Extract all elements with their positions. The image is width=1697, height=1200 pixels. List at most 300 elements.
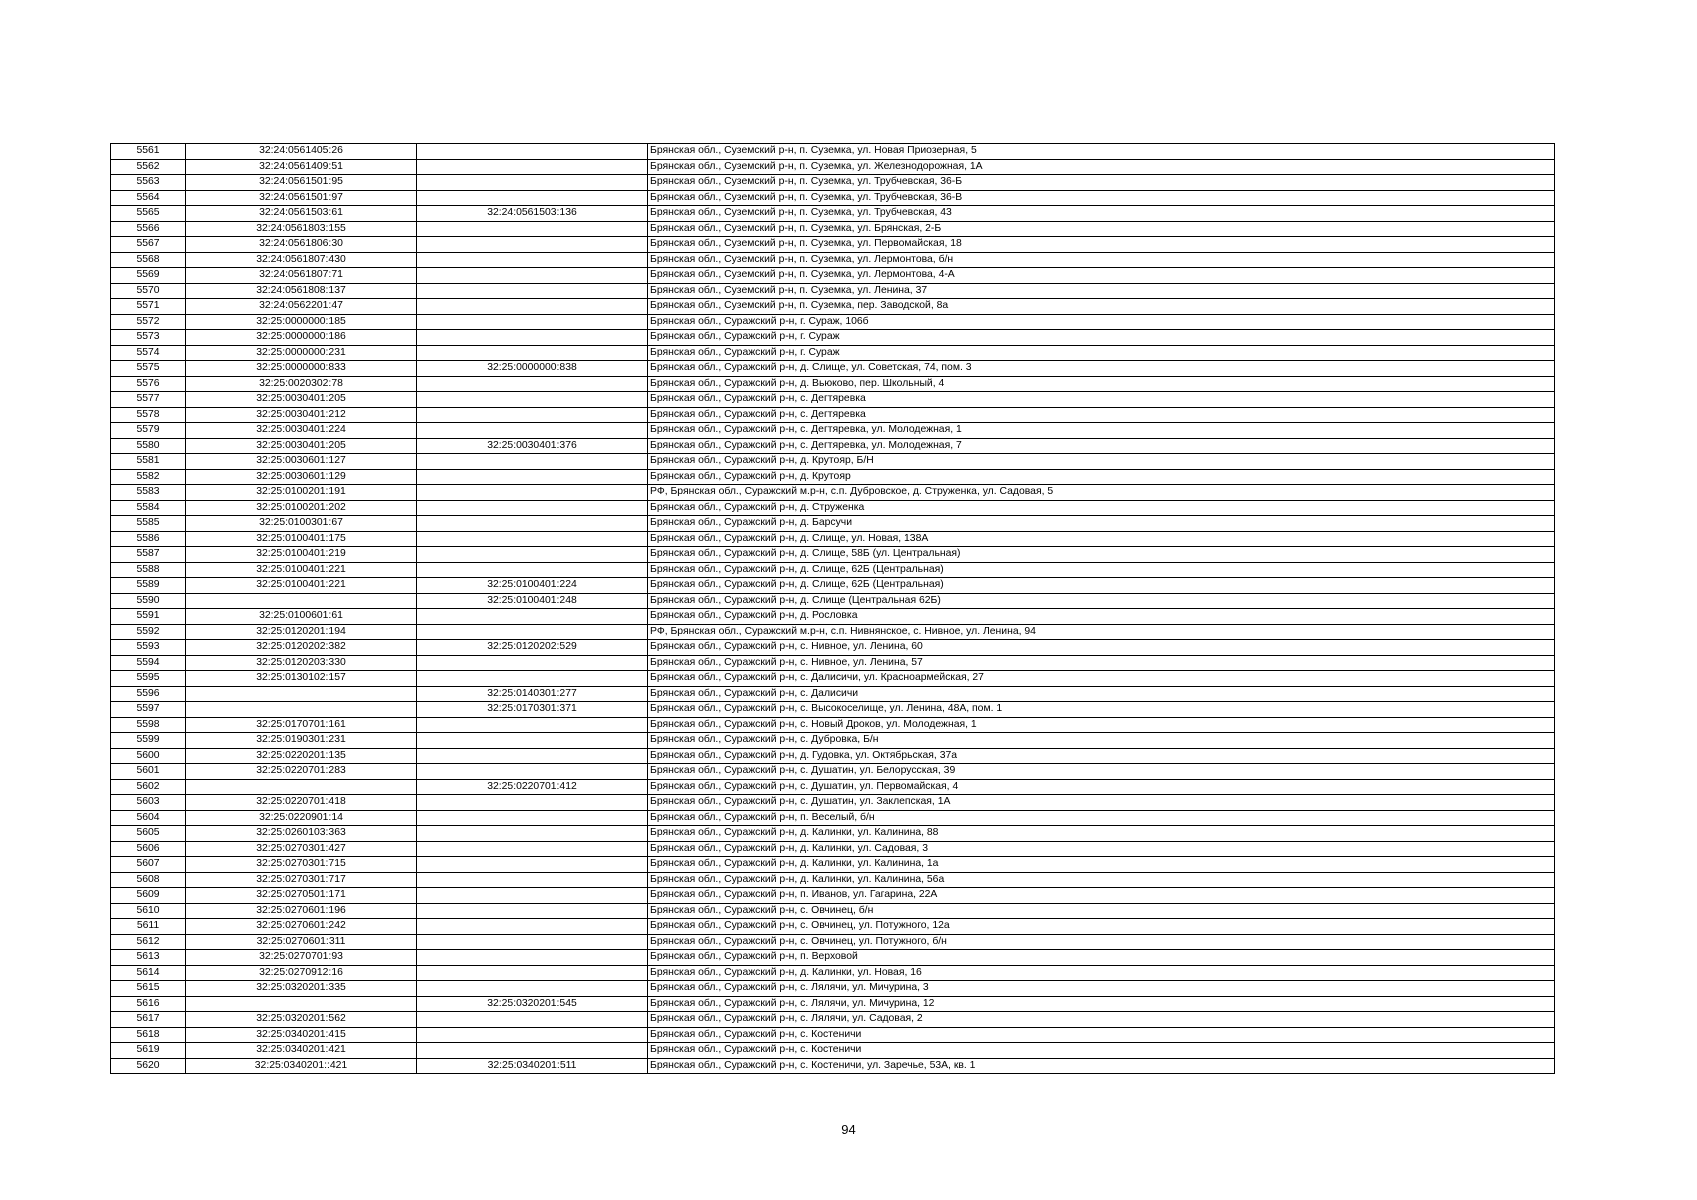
row-number-cell: 5582: [111, 469, 186, 485]
row-number-cell: 5575: [111, 361, 186, 377]
cadastral-number-cell: 32:25:0270701:93: [186, 950, 417, 966]
address-cell: Брянская обл., Суражский р-н, д. Калинки, ул. Новая, 16: [648, 965, 1555, 981]
cadastral-number-cell: 32:25:0270912:16: [186, 965, 417, 981]
row-number-cell: 5596: [111, 686, 186, 702]
registry-table: [110, 143, 1555, 1074]
linked-cadastral-number-cell: 32:25:0120202:529: [417, 640, 648, 656]
row-number-cell: 5592: [111, 624, 186, 640]
row-number-cell: 5606: [111, 841, 186, 857]
table-row: [111, 438, 1555, 454]
linked-cadastral-number-cell: [417, 423, 648, 439]
address-cell: Брянская обл., Суражский р-н, с. Душатин, ул. Белорусская, 39: [648, 764, 1555, 780]
row-number-cell: 5576: [111, 376, 186, 392]
row-number-cell: 5600: [111, 748, 186, 764]
row-number-cell: 5569: [111, 268, 186, 284]
table-row: [111, 190, 1555, 206]
linked-cadastral-number-cell: [417, 469, 648, 485]
row-number-cell: 5614: [111, 965, 186, 981]
row-number-cell: 5568: [111, 252, 186, 268]
address-cell: Брянская обл., Суземский р-н, п. Суземка, пер. Заводской, 8а: [648, 299, 1555, 315]
table-row: [111, 299, 1555, 315]
linked-cadastral-number-cell: 32:25:0320201:545: [417, 996, 648, 1012]
table-row: [111, 392, 1555, 408]
cadastral-number-cell: 32:25:0190301:231: [186, 733, 417, 749]
row-number-cell: 5617: [111, 1012, 186, 1028]
table-row: [111, 903, 1555, 919]
table-row: [111, 500, 1555, 516]
cadastral-number-cell: 32:25:0030401:205: [186, 392, 417, 408]
row-number-cell: 5587: [111, 547, 186, 563]
table-row: [111, 733, 1555, 749]
cadastral-number-cell: 32:25:0270301:427: [186, 841, 417, 857]
table-row: [111, 1043, 1555, 1059]
row-number-cell: 5563: [111, 175, 186, 191]
cadastral-number-cell: 32:24:0561409:51: [186, 159, 417, 175]
row-number-cell: 5567: [111, 237, 186, 253]
linked-cadastral-number-cell: [417, 826, 648, 842]
linked-cadastral-number-cell: [417, 516, 648, 532]
address-cell: Брянская обл., Суражский р-н, д. Гудовка, ул. Октябрьская, 37а: [648, 748, 1555, 764]
linked-cadastral-number-cell: [417, 934, 648, 950]
table-row: [111, 655, 1555, 671]
cadastral-number-cell: 32:25:0000000:186: [186, 330, 417, 346]
table-row: [111, 144, 1555, 160]
table-row: [111, 795, 1555, 811]
table-row: [111, 376, 1555, 392]
row-number-cell: 5577: [111, 392, 186, 408]
row-number-cell: 5578: [111, 407, 186, 423]
table-row: [111, 717, 1555, 733]
row-number-cell: 5611: [111, 919, 186, 935]
cadastral-number-cell: 32:25:0220201:135: [186, 748, 417, 764]
address-cell: Брянская обл., Суражский р-н, г. Сураж: [648, 330, 1555, 346]
row-number-cell: 5566: [111, 221, 186, 237]
table-row: [111, 888, 1555, 904]
linked-cadastral-number-cell: [417, 810, 648, 826]
address-cell: Брянская обл., Суражский р-н, с. Овчинец, ул. Потужного, 12а: [648, 919, 1555, 935]
table-row: [111, 268, 1555, 284]
cadastral-number-cell: 32:25:0270601:242: [186, 919, 417, 935]
table-row: [111, 810, 1555, 826]
table-row: [111, 609, 1555, 625]
address-cell: Брянская обл., Суражский р-н, с. Далисичи, ул. Красноармейская, 27: [648, 671, 1555, 687]
row-number-cell: 5613: [111, 950, 186, 966]
linked-cadastral-number-cell: [417, 330, 648, 346]
address-cell: Брянская обл., Суражский р-н, с. Высокоселище, ул. Ленина, 48А, пом. 1: [648, 702, 1555, 718]
linked-cadastral-number-cell: 32:25:0140301:277: [417, 686, 648, 702]
linked-cadastral-number-cell: [417, 268, 648, 284]
cadastral-number-cell: 32:25:0030601:127: [186, 454, 417, 470]
table-row: [111, 934, 1555, 950]
row-number-cell: 5564: [111, 190, 186, 206]
linked-cadastral-number-cell: [417, 376, 648, 392]
address-cell: Брянская обл., Суражский р-н, д. Вьюково, пер. Школьный, 4: [648, 376, 1555, 392]
linked-cadastral-number-cell: [417, 562, 648, 578]
address-cell: Брянская обл., Суземский р-н, п. Суземка, ул. Лермонтова, 4-А: [648, 268, 1555, 284]
address-cell: Брянская обл., Суражский р-н, п. Верховой: [648, 950, 1555, 966]
linked-cadastral-number-cell: [417, 454, 648, 470]
cadastral-number-cell: 32:25:0340201::421: [186, 1058, 417, 1074]
table-row: [111, 454, 1555, 470]
cadastral-number-cell: 32:25:0270601:311: [186, 934, 417, 950]
address-cell: Брянская обл., Суражский р-н, с. Далисичи: [648, 686, 1555, 702]
table-row: [111, 345, 1555, 361]
linked-cadastral-number-cell: [417, 903, 648, 919]
row-number-cell: 5602: [111, 779, 186, 795]
linked-cadastral-number-cell: [417, 314, 648, 330]
cadastral-number-cell: [186, 996, 417, 1012]
cadastral-number-cell: 32:25:0030401:205: [186, 438, 417, 454]
linked-cadastral-number-cell: [417, 841, 648, 857]
linked-cadastral-number-cell: 32:25:0030401:376: [417, 438, 648, 454]
cadastral-number-cell: 32:25:0030601:129: [186, 469, 417, 485]
cadastral-number-cell: 32:24:0561807:430: [186, 252, 417, 268]
row-number-cell: 5610: [111, 903, 186, 919]
linked-cadastral-number-cell: 32:25:0340201:511: [417, 1058, 648, 1074]
address-cell: Брянская обл., Суражский р-н, с. Нивное, ул. Ленина, 57: [648, 655, 1555, 671]
row-number-cell: 5583: [111, 485, 186, 501]
linked-cadastral-number-cell: [417, 252, 648, 268]
table-row: [111, 330, 1555, 346]
table-row: [111, 624, 1555, 640]
table-row: [111, 671, 1555, 687]
table-row: [111, 206, 1555, 222]
linked-cadastral-number-cell: [417, 547, 648, 563]
cadastral-number-cell: 32:24:0561501:97: [186, 190, 417, 206]
table-row: [111, 702, 1555, 718]
address-cell: Брянская обл., Суземский р-н, п. Суземка, ул. Ленина, 37: [648, 283, 1555, 299]
linked-cadastral-number-cell: [417, 299, 648, 315]
address-cell: Брянская обл., Суражский р-н, д. Слище, 62Б (Центральная): [648, 562, 1555, 578]
address-cell: РФ, Брянская обл., Суражский м.р-н, с.п. Нивнянское, с. Нивное, ул. Ленина, 94: [648, 624, 1555, 640]
linked-cadastral-number-cell: [417, 919, 648, 935]
cadastral-number-cell: 32:25:0270301:717: [186, 872, 417, 888]
address-cell: Брянская обл., Суражский р-н, с. Нивное, ул. Ленина, 60: [648, 640, 1555, 656]
row-number-cell: 5571: [111, 299, 186, 315]
table-row: [111, 686, 1555, 702]
address-cell: Брянская обл., Суражский р-н, с. Костеничи: [648, 1027, 1555, 1043]
linked-cadastral-number-cell: [417, 888, 648, 904]
row-number-cell: 5597: [111, 702, 186, 718]
address-cell: Брянская обл., Суражский р-н, д. Рословка: [648, 609, 1555, 625]
address-cell: Брянская обл., Суражский р-н, с. Дегтяревка: [648, 392, 1555, 408]
table-row: [111, 562, 1555, 578]
address-cell: Брянская обл., Суражский р-н, д. Слище, ул. Советская, 74, пом. 3: [648, 361, 1555, 377]
linked-cadastral-number-cell: 32:25:0170301:371: [417, 702, 648, 718]
table-row: [111, 407, 1555, 423]
cadastral-number-cell: 32:25:0120203:330: [186, 655, 417, 671]
table-row: [111, 996, 1555, 1012]
row-number-cell: 5586: [111, 531, 186, 547]
table-row: [111, 764, 1555, 780]
linked-cadastral-number-cell: [417, 392, 648, 408]
linked-cadastral-number-cell: [417, 221, 648, 237]
table-row: [111, 361, 1555, 377]
cadastral-number-cell: 32:25:0340201:415: [186, 1027, 417, 1043]
address-cell: Брянская обл., Суражский р-н, с. Костеничи, ул. Заречье, 53А, кв. 1: [648, 1058, 1555, 1074]
row-number-cell: 5604: [111, 810, 186, 826]
address-cell: Брянская обл., Суражский р-н, с. Дубровка, Б/н: [648, 733, 1555, 749]
linked-cadastral-number-cell: [417, 748, 648, 764]
address-cell: Брянская обл., Суземский р-н, п. Суземка, ул. Трубчевская, 36-В: [648, 190, 1555, 206]
address-cell: Брянская обл., Суземский р-н, п. Суземка, ул. Железнодорожная, 1А: [648, 159, 1555, 175]
cadastral-number-cell: 32:25:0170701:161: [186, 717, 417, 733]
address-cell: Брянская обл., Суражский р-н, с. Дегтяревка, ул. Молодежная, 7: [648, 438, 1555, 454]
cadastral-number-cell: 32:24:0561807:71: [186, 268, 417, 284]
linked-cadastral-number-cell: [417, 965, 648, 981]
linked-cadastral-number-cell: 32:25:0100401:224: [417, 578, 648, 594]
row-number-cell: 5605: [111, 826, 186, 842]
cadastral-number-cell: 32:24:0561806:30: [186, 237, 417, 253]
table-row: [111, 841, 1555, 857]
row-number-cell: 5619: [111, 1043, 186, 1059]
linked-cadastral-number-cell: [417, 624, 648, 640]
table-row: [111, 237, 1555, 253]
row-number-cell: 5618: [111, 1027, 186, 1043]
linked-cadastral-number-cell: 32:24:0561503:136: [417, 206, 648, 222]
row-number-cell: 5608: [111, 872, 186, 888]
row-number-cell: 5593: [111, 640, 186, 656]
address-cell: Брянская обл., Суражский р-н, д. Слище (Центральная 62Б): [648, 593, 1555, 609]
cadastral-number-cell: [186, 779, 417, 795]
table-row: [111, 485, 1555, 501]
cadastral-number-cell: 32:25:0100201:202: [186, 500, 417, 516]
cadastral-number-cell: 32:25:0220701:283: [186, 764, 417, 780]
table-row: [111, 221, 1555, 237]
address-cell: Брянская обл., Суражский р-н, д. Калинки, ул. Калинина, 56а: [648, 872, 1555, 888]
cadastral-number-cell: 32:25:0320201:335: [186, 981, 417, 997]
table-row: [111, 314, 1555, 330]
row-number-cell: 5603: [111, 795, 186, 811]
cadastral-number-cell: 32:25:0030401:212: [186, 407, 417, 423]
table-row: [111, 857, 1555, 873]
row-number-cell: 5595: [111, 671, 186, 687]
cadastral-number-cell: 32:25:0030401:224: [186, 423, 417, 439]
cadastral-number-cell: 32:25:0260103:363: [186, 826, 417, 842]
row-number-cell: 5581: [111, 454, 186, 470]
address-cell: Брянская обл., Суражский р-н, д. Крутояр: [648, 469, 1555, 485]
linked-cadastral-number-cell: [417, 1012, 648, 1028]
row-number-cell: 5601: [111, 764, 186, 780]
registry-table-body: [111, 144, 1555, 1074]
address-cell: Брянская обл., Суражский р-н, с. Костеничи: [648, 1043, 1555, 1059]
linked-cadastral-number-cell: [417, 144, 648, 160]
address-cell: РФ, Брянская обл., Суражский м.р-н, с.п. Дубровское, д. Струженка, ул. Садовая, 5: [648, 485, 1555, 501]
row-number-cell: 5588: [111, 562, 186, 578]
linked-cadastral-number-cell: [417, 717, 648, 733]
cadastral-number-cell: 32:25:0000000:185: [186, 314, 417, 330]
address-cell: Брянская обл., Суражский р-н, с. Лялячи, ул. Мичурина, 3: [648, 981, 1555, 997]
address-cell: Брянская обл., Суражский р-н, с. Душатин, ул. Заклепская, 1А: [648, 795, 1555, 811]
linked-cadastral-number-cell: [417, 190, 648, 206]
address-cell: Брянская обл., Суражский р-н, г. Сураж: [648, 345, 1555, 361]
page-number: 94: [841, 1122, 856, 1137]
cadastral-number-cell: [186, 686, 417, 702]
cadastral-number-cell: 32:25:0100301:67: [186, 516, 417, 532]
address-cell: Брянская обл., Суражский р-н, д. Барсучи: [648, 516, 1555, 532]
row-number-cell: 5609: [111, 888, 186, 904]
table-row: [111, 159, 1555, 175]
row-number-cell: 5599: [111, 733, 186, 749]
cadastral-number-cell: 32:25:0270301:715: [186, 857, 417, 873]
linked-cadastral-number-cell: [417, 671, 648, 687]
address-cell: Брянская обл., Суземский р-н, п. Суземка, ул. Трубчевская, 43: [648, 206, 1555, 222]
row-number-cell: 5570: [111, 283, 186, 299]
table-row: [111, 593, 1555, 609]
address-cell: Брянская обл., Суземский р-н, п. Суземка, ул. Первомайская, 18: [648, 237, 1555, 253]
cadastral-number-cell: [186, 593, 417, 609]
table-row: [111, 516, 1555, 532]
linked-cadastral-number-cell: 32:25:0100401:248: [417, 593, 648, 609]
cadastral-number-cell: 32:24:0561405:26: [186, 144, 417, 160]
address-cell: Брянская обл., Суражский р-н, г. Сураж, 106б: [648, 314, 1555, 330]
table-row: [111, 779, 1555, 795]
table-row: [111, 872, 1555, 888]
row-number-cell: 5585: [111, 516, 186, 532]
cadastral-number-cell: 32:25:0270501:171: [186, 888, 417, 904]
cadastral-number-cell: 32:24:0562201:47: [186, 299, 417, 315]
cadastral-number-cell: 32:25:0020302:78: [186, 376, 417, 392]
table-row: [111, 1058, 1555, 1074]
cadastral-number-cell: 32:25:0100201:191: [186, 485, 417, 501]
address-cell: Брянская обл., Суражский р-н, с. Новый Дроков, ул. Молодежная, 1: [648, 717, 1555, 733]
cadastral-number-cell: 32:25:0000000:833: [186, 361, 417, 377]
linked-cadastral-number-cell: [417, 485, 648, 501]
linked-cadastral-number-cell: [417, 407, 648, 423]
linked-cadastral-number-cell: [417, 175, 648, 191]
row-number-cell: 5591: [111, 609, 186, 625]
cadastral-number-cell: 32:25:0100601:61: [186, 609, 417, 625]
linked-cadastral-number-cell: [417, 764, 648, 780]
linked-cadastral-number-cell: 32:25:0000000:838: [417, 361, 648, 377]
cadastral-number-cell: 32:25:0100401:221: [186, 578, 417, 594]
linked-cadastral-number-cell: [417, 345, 648, 361]
linked-cadastral-number-cell: [417, 237, 648, 253]
address-cell: Брянская обл., Суражский р-н, п. Веселый, б/н: [648, 810, 1555, 826]
address-cell: Брянская обл., Суражский р-н, д. Калинки, ул. Садовая, 3: [648, 841, 1555, 857]
cadastral-number-cell: 32:24:0561803:155: [186, 221, 417, 237]
address-cell: Брянская обл., Суражский р-н, с. Лялячи, ул. Садовая, 2: [648, 1012, 1555, 1028]
table-row: [111, 826, 1555, 842]
cadastral-number-cell: 32:24:0561503:61: [186, 206, 417, 222]
cadastral-number-cell: 32:25:0100401:219: [186, 547, 417, 563]
table-row: [111, 531, 1555, 547]
linked-cadastral-number-cell: [417, 1043, 648, 1059]
table-row: [111, 252, 1555, 268]
cadastral-number-cell: 32:25:0220901:14: [186, 810, 417, 826]
table-row: [111, 578, 1555, 594]
table-row: [111, 547, 1555, 563]
table-row: [111, 469, 1555, 485]
table-row: [111, 919, 1555, 935]
row-number-cell: 5616: [111, 996, 186, 1012]
row-number-cell: 5561: [111, 144, 186, 160]
address-cell: Брянская обл., Суражский р-н, п. Иванов, ул. Гагарина, 22А: [648, 888, 1555, 904]
linked-cadastral-number-cell: [417, 531, 648, 547]
cadastral-number-cell: 32:25:0000000:231: [186, 345, 417, 361]
cadastral-number-cell: 32:24:0561808:137: [186, 283, 417, 299]
row-number-cell: 5584: [111, 500, 186, 516]
cadastral-number-cell: 32:25:0120201:194: [186, 624, 417, 640]
linked-cadastral-number-cell: [417, 609, 648, 625]
row-number-cell: 5589: [111, 578, 186, 594]
address-cell: Брянская обл., Суражский р-н, д. Струженка: [648, 500, 1555, 516]
cadastral-number-cell: 32:25:0340201:421: [186, 1043, 417, 1059]
table-row: [111, 283, 1555, 299]
row-number-cell: 5579: [111, 423, 186, 439]
linked-cadastral-number-cell: [417, 795, 648, 811]
linked-cadastral-number-cell: [417, 857, 648, 873]
table-row: [111, 1027, 1555, 1043]
row-number-cell: 5590: [111, 593, 186, 609]
linked-cadastral-number-cell: [417, 950, 648, 966]
row-number-cell: 5562: [111, 159, 186, 175]
cadastral-number-cell: 32:25:0220701:418: [186, 795, 417, 811]
table-row: [111, 640, 1555, 656]
table-row: [111, 748, 1555, 764]
row-number-cell: 5565: [111, 206, 186, 222]
cadastral-number-cell: 32:24:0561501:95: [186, 175, 417, 191]
address-cell: Брянская обл., Суражский р-н, д. Калинки, ул. Калинина, 88: [648, 826, 1555, 842]
table-row: [111, 981, 1555, 997]
address-cell: Брянская обл., Суражский р-н, д. Калинки, ул. Калинина, 1а: [648, 857, 1555, 873]
row-number-cell: 5598: [111, 717, 186, 733]
linked-cadastral-number-cell: [417, 872, 648, 888]
cadastral-number-cell: 32:25:0120202:382: [186, 640, 417, 656]
row-number-cell: 5580: [111, 438, 186, 454]
linked-cadastral-number-cell: [417, 159, 648, 175]
cadastral-number-cell: 32:25:0130102:157: [186, 671, 417, 687]
cadastral-number-cell: 32:25:0320201:562: [186, 1012, 417, 1028]
address-cell: Брянская обл., Суражский р-н, д. Крутояр, Б/Н: [648, 454, 1555, 470]
linked-cadastral-number-cell: [417, 733, 648, 749]
row-number-cell: 5594: [111, 655, 186, 671]
address-cell: Брянская обл., Суражский р-н, с. Дегтяревка, ул. Молодежная, 1: [648, 423, 1555, 439]
row-number-cell: 5573: [111, 330, 186, 346]
address-cell: Брянская обл., Суражский р-н, с. Лялячи, ул. Мичурина, 12: [648, 996, 1555, 1012]
address-cell: Брянская обл., Суземский р-н, п. Суземка, ул. Новая Приозерная, 5: [648, 144, 1555, 160]
table-row: [111, 175, 1555, 191]
address-cell: Брянская обл., Суземский р-н, п. Суземка, ул. Брянская, 2-Б: [648, 221, 1555, 237]
address-cell: Брянская обл., Суражский р-н, с. Овчинец, ул. Потужного, б/н: [648, 934, 1555, 950]
linked-cadastral-number-cell: [417, 655, 648, 671]
linked-cadastral-number-cell: [417, 500, 648, 516]
address-cell: Брянская обл., Суражский р-н, с. Овчинец, б/н: [648, 903, 1555, 919]
table-row: [111, 965, 1555, 981]
cadastral-number-cell: [186, 702, 417, 718]
row-number-cell: 5615: [111, 981, 186, 997]
row-number-cell: 5572: [111, 314, 186, 330]
address-cell: Брянская обл., Суземский р-н, п. Суземка, ул. Трубчевская, 36-Б: [648, 175, 1555, 191]
cadastral-number-cell: 32:25:0270601:196: [186, 903, 417, 919]
linked-cadastral-number-cell: [417, 1027, 648, 1043]
linked-cadastral-number-cell: [417, 283, 648, 299]
address-cell: Брянская обл., Суражский р-н, с. Душатин, ул. Первомайская, 4: [648, 779, 1555, 795]
address-cell: Брянская обл., Суражский р-н, д. Слище, ул. Новая, 138А: [648, 531, 1555, 547]
row-number-cell: 5574: [111, 345, 186, 361]
row-number-cell: 5607: [111, 857, 186, 873]
row-number-cell: 5612: [111, 934, 186, 950]
address-cell: Брянская обл., Суражский р-н, д. Слище, 62Б (Центральная): [648, 578, 1555, 594]
address-cell: Брянская обл., Суражский р-н, д. Слище, 58Б (ул. Центральная): [648, 547, 1555, 563]
cadastral-number-cell: 32:25:0100401:221: [186, 562, 417, 578]
table-row: [111, 423, 1555, 439]
row-number-cell: 5620: [111, 1058, 186, 1074]
address-cell: Брянская обл., Суражский р-н, с. Дегтяревка: [648, 407, 1555, 423]
cadastral-number-cell: 32:25:0100401:175: [186, 531, 417, 547]
linked-cadastral-number-cell: 32:25:0220701:412: [417, 779, 648, 795]
table-row: [111, 950, 1555, 966]
